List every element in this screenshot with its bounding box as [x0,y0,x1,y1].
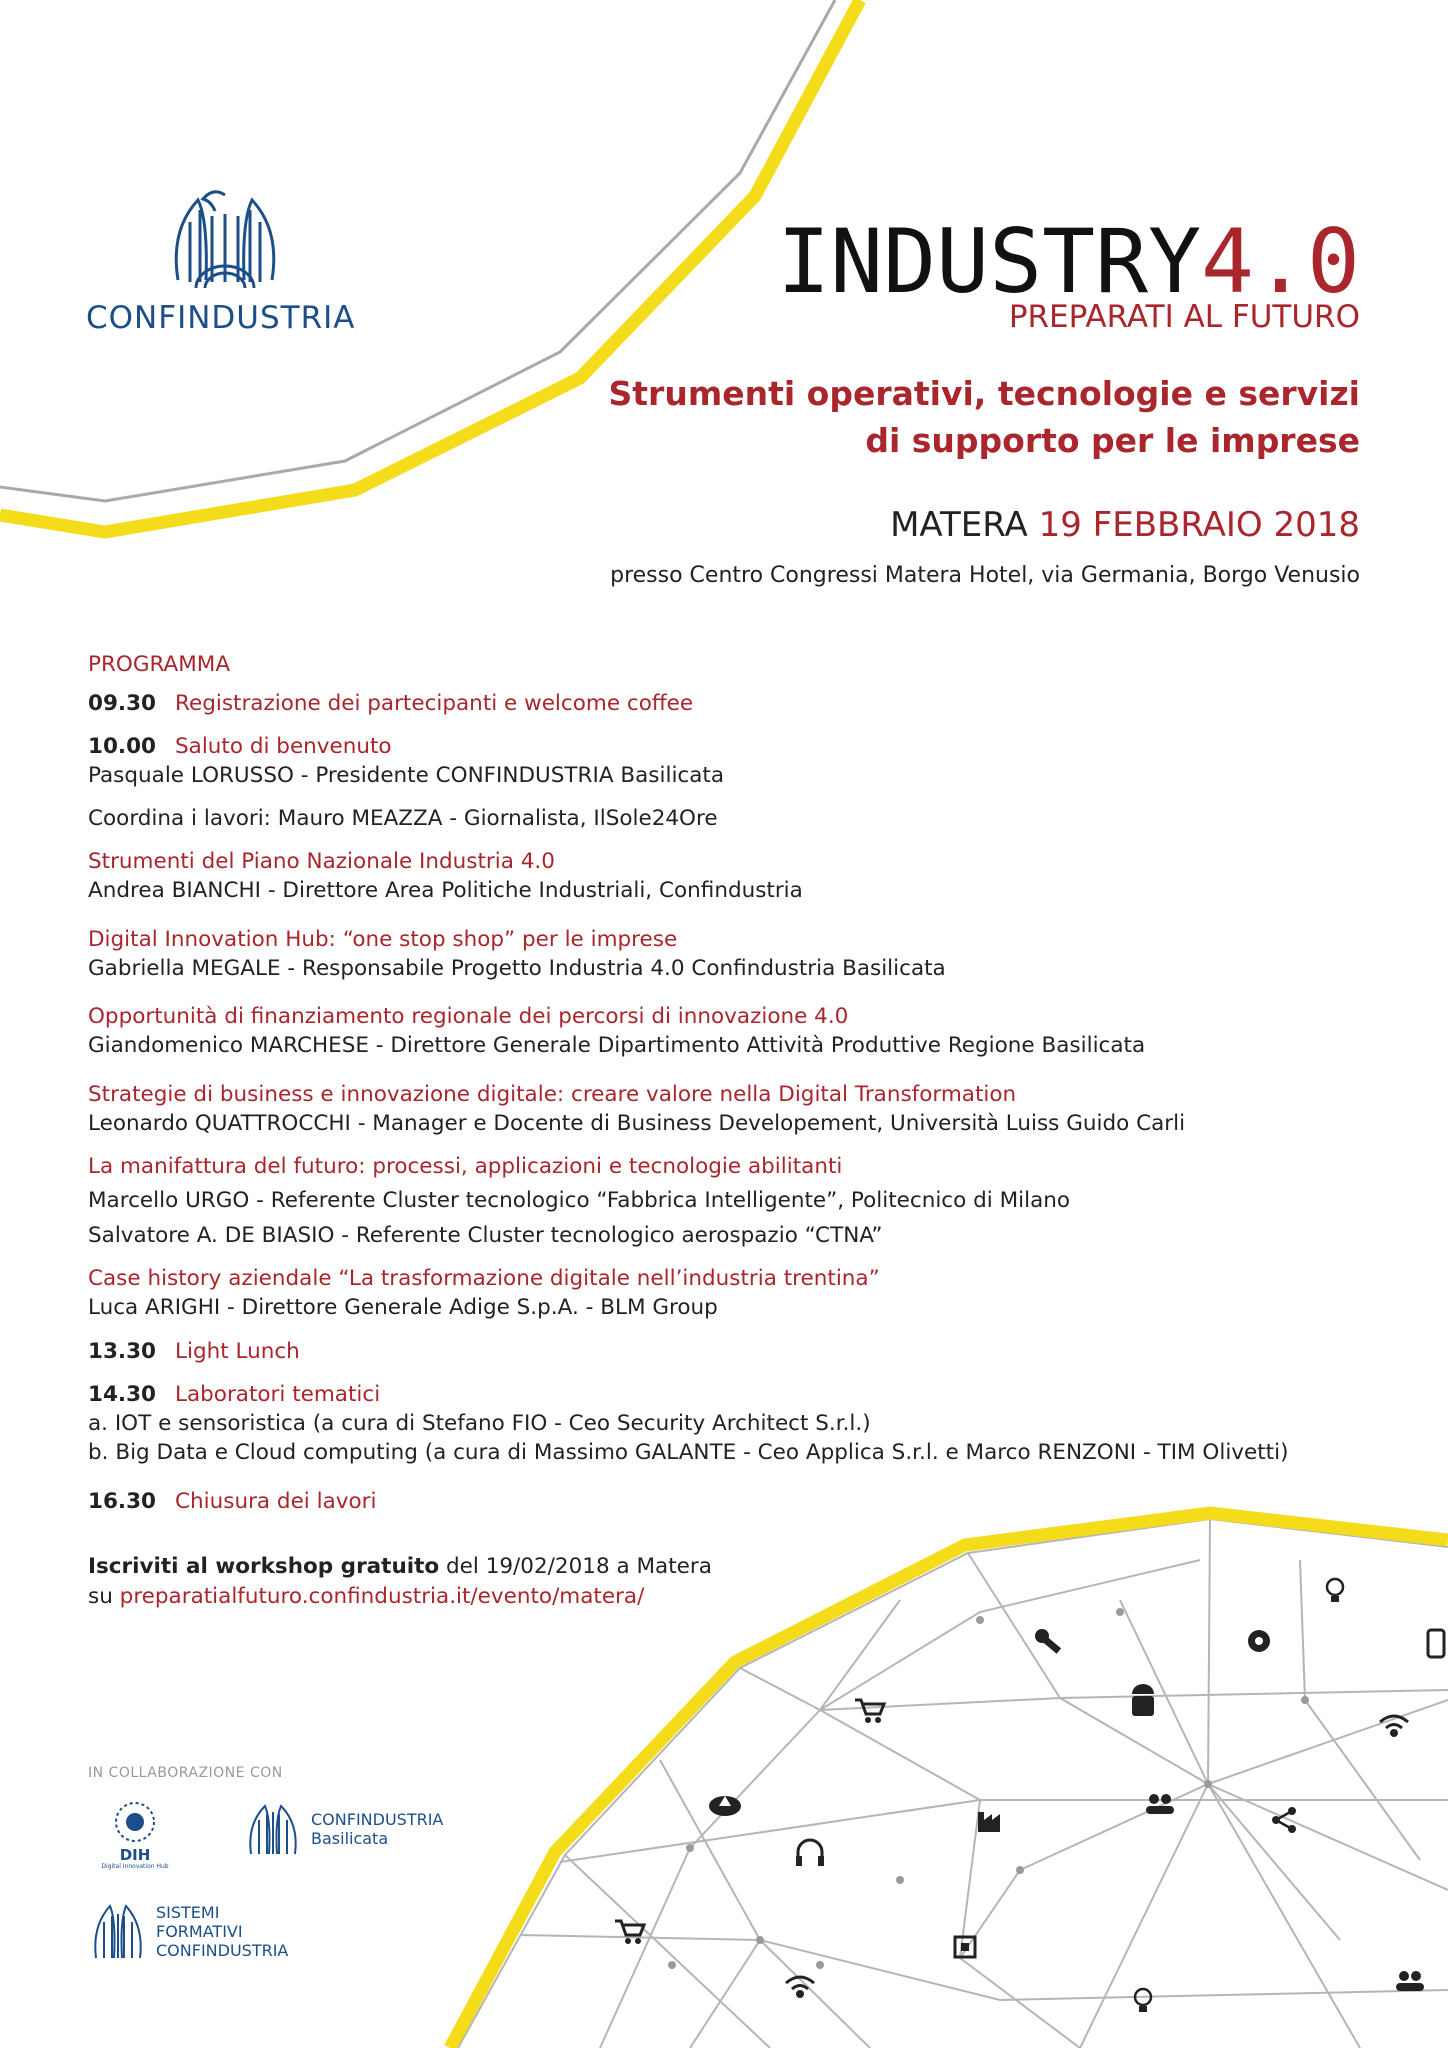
talk-title: Case history aziendale “La trasformazione digitale nell’industria trentina” [88,1266,880,1291]
cart-icon [855,1700,884,1723]
sfc-line1: SISTEMI [156,1902,220,1922]
confindustria-eagle-logo [176,192,274,288]
slot-time: 09.30 [88,691,157,716]
registration-rest: del 19/02/2018 a Matera [439,1554,712,1579]
talk-title: Strategie di business e innovazione digitale: creare valore nella Digital Transformation [88,1082,1017,1107]
lab-line: a. IOT e sensoristica (a cura di Stefano FIO - Ceo Security Architect S.r.l.) [88,1411,871,1436]
program-slot-1430 [88,1380,380,1410]
program-slot-0930 [88,689,693,719]
eagle-icon [88,1900,148,1962]
people-icon [1146,1794,1174,1814]
talk-title: Digital Innovation Hub: “one stop shop” per le imprese [88,927,678,952]
confindustria-logo-text: CONFINDUSTRIA [86,300,356,336]
speaker-line: Salvatore A. DE BIASIO - Referente Cluster tecnologico aerospazio “CTNA” [88,1223,883,1248]
lightbulb-icon [1327,1579,1343,1602]
speaker-line: Gabriella MEGALE - Responsabile Progetto Industria 4.0 Confindustria Basilicata [88,956,946,981]
talk-title: Opportunità di finanziamento regionale dei percorsi di innovazione 4.0 [88,1004,849,1029]
registration-prefix: su [88,1584,120,1609]
wrench-icon [1035,1629,1061,1654]
speaker-line: Pasquale LORUSSO - Presidente CONFINDUSTRIA Basilicata [88,763,725,788]
share-icon [1272,1807,1296,1833]
event-date: 19 FEBBRAIO 2018 [1038,505,1360,545]
speaker-line: Andrea BIANCHI - Direttore Area Politiche Industriali, Confindustria [88,878,803,903]
slot-time: 14.30 [88,1382,157,1407]
gear-icon [1248,1630,1270,1652]
lab-line: b. Big Data e Cloud computing (a cura di Massimo GALANTE - Ceo Applica S.r.l. e Marco RENZONI - TIM Olivetti) [88,1440,1289,1465]
speaker-line: Leonardo QUATTROCCHI - Manager e Docente di Business Developement, Università Luiss Guido Carli [88,1111,1186,1136]
title-main: INDUSTRY [777,210,1202,313]
event-city: MATERA [890,505,1028,545]
registration-link-line [88,1582,644,1612]
registration-link[interactable]: preparatialfuturo.confindustria.it/evento/matera/ [119,1584,645,1609]
speaker-line: Luca ARIGHI - Direttore Generale Adige S.p.A. - BLM Group [88,1295,718,1320]
speaker-line: Marcello URGO - Referente Cluster tecnologico “Fabbrica Intelligente”, Politecnico di Milano [88,1188,1071,1213]
slot-title: Saluto di benvenuto [175,734,392,759]
program-slot-1630 [88,1487,376,1517]
title-version: 4.0 [1201,210,1360,313]
dih-logo [100,1800,170,1871]
dih-emblem-icon [113,1800,157,1844]
event-venue: presso Centro Congressi Matera Hotel, via Germania, Borgo Venusio [610,563,1360,588]
subtitle-line1: Strumenti operativi, tecnologie e servizi [608,374,1360,413]
lightbulb-icon [1135,1989,1151,2012]
subtitle-line2: di supporto per le imprese [865,421,1360,460]
basilicata-line2: Basilicata [311,1829,389,1848]
coordinator-line: Coordina i lavori: Mauro MEAZZA - Giornalista, IlSole24Ore [88,806,718,831]
program-heading: PROGRAMMA [88,652,231,677]
cart-icon [615,1921,644,1944]
event-subtitle [609,370,1360,464]
dih-subtext: Digital Innovation Hub [101,1863,169,1870]
people-icon [1396,1971,1424,1991]
speaker-line: Giandomenico MARCHESE - Direttore Generale Dipartimento Attività Produttive Regione Basilicata [88,1033,1146,1058]
smartphone-icon [1428,1630,1444,1657]
android-icon [1132,1684,1154,1716]
confindustria-basilicata-logo [243,1800,443,1858]
program-slot-1000 [88,732,392,762]
slot-title: Chiusura dei lavori [175,1489,377,1514]
factory-icon [978,1812,1000,1832]
sfc-line3: CONFINDUSTRIA [156,1940,289,1960]
headphones-icon [796,1840,824,1866]
basilicata-line1: CONFINDUSTRIA [311,1810,444,1829]
program-slot-1330 [88,1337,300,1367]
tagline: PREPARATI AL FUTURO [1008,299,1360,335]
registration-bold: Iscriviti al workshop gratuito [88,1554,440,1579]
event-title [777,210,1360,313]
talk-title: Strumenti del Piano Nazionale Industria 4.0 [88,849,555,874]
slot-title: Light Lunch [175,1339,300,1364]
slot-title: Laboratori tematici [175,1382,381,1407]
slot-title: Registrazione dei partecipanti e welcome coffee [175,691,694,716]
collaboration-label: IN COLLABORAZIONE CON [88,1765,283,1781]
talk-title: La manifattura del futuro: processi, applicazioni e tecnologie abilitanti [88,1154,843,1179]
sfc-line2: FORMATIVI [156,1921,243,1941]
sistemi-formativi-logo [88,1900,288,1962]
slot-time: 13.30 [88,1339,157,1364]
slot-time: 10.00 [88,734,157,759]
cloud-upload-icon [709,1796,741,1816]
dih-text: DIH [119,1846,151,1864]
registration-line [88,1552,712,1582]
event-dateline [890,505,1360,545]
slot-time: 16.30 [88,1489,157,1514]
eagle-icon [243,1800,303,1858]
